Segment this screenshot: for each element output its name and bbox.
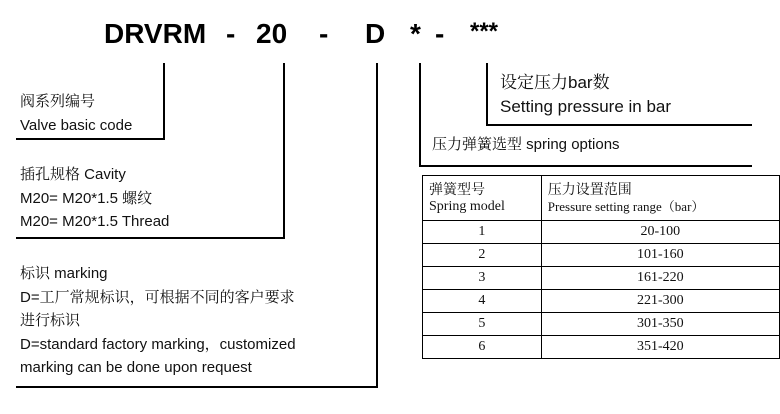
- table-header-row: [423, 176, 780, 221]
- spring-options-title: 压力弹簧选型 spring options: [432, 136, 620, 153]
- marking-line-3: D=standard factory marking，customized: [20, 336, 296, 353]
- pressure-range-cell: 221-300: [541, 290, 779, 313]
- table-row: [423, 221, 780, 244]
- spring-model-cell: 3: [423, 267, 542, 290]
- pressure-cn: 设定压力bar数: [500, 73, 610, 92]
- valve-code-cn: 阀系列编号: [20, 93, 96, 110]
- spring-model-cell: 6: [423, 336, 542, 359]
- marking-line-1: D=工厂常规标识，可根据不同的客户要求: [20, 289, 295, 306]
- pressure-range-cell: 351-420: [541, 336, 779, 359]
- connector-pressure-vertical: [486, 63, 488, 126]
- pressure-range-cell: 20-100: [541, 221, 779, 244]
- header-spring-model: [423, 176, 542, 221]
- table-row: [423, 313, 780, 336]
- cavity-line-1: M20= M20*1.5 螺纹: [20, 190, 153, 207]
- marking-line-2: 进行标识: [20, 312, 81, 329]
- table-row: [423, 290, 780, 313]
- table-row: [423, 336, 780, 359]
- code-size: 20: [256, 18, 288, 49]
- pressure-range-cell: 301-350: [541, 313, 779, 336]
- spring-model-cell: 1: [423, 221, 542, 244]
- code-series: DRVRM: [104, 18, 207, 49]
- code-dash-1: -: [226, 18, 236, 49]
- connector-marking-horizontal: [16, 386, 378, 388]
- connector-pressure-horizontal: [486, 124, 752, 126]
- valve-code-en: Valve basic code: [20, 117, 133, 134]
- marking-line-4: marking can be done upon request: [20, 359, 252, 376]
- header-pressure-range-cn: 压力设置范围: [547, 181, 632, 197]
- pressure-range-cell: 161-220: [541, 267, 779, 290]
- marking-title: 标识 marking: [20, 265, 108, 282]
- code-dash-3: -: [435, 18, 445, 49]
- table-row: [423, 244, 780, 267]
- pressure-range-cell: 101-160: [541, 244, 779, 267]
- header-spring-model-en: Spring model: [429, 199, 505, 214]
- code-dash-2: -: [319, 18, 329, 49]
- code-spring: *: [410, 18, 421, 49]
- connector-spring-vertical: [419, 63, 421, 167]
- header-spring-model-cn: 弹簧型号: [429, 181, 485, 197]
- spring-model-cell: 4: [423, 290, 542, 313]
- connector-series-vertical: [163, 63, 165, 139]
- cavity-title: 插孔规格 Cavity: [20, 166, 126, 183]
- header-pressure-range-en: Pressure setting range（bar）: [547, 199, 705, 214]
- connector-series-horizontal: [16, 138, 165, 140]
- header-pressure-range: [541, 176, 779, 221]
- spring-model-cell: 2: [423, 244, 542, 267]
- spring-table: [422, 175, 780, 359]
- connector-marking-vertical: [376, 63, 378, 387]
- connector-size-horizontal: [16, 237, 285, 239]
- table-row: [423, 267, 780, 290]
- spring-model-cell: 5: [423, 313, 542, 336]
- code-marking: D: [365, 18, 386, 49]
- code-pressure: ***: [470, 18, 499, 45]
- cavity-line-2: M20= M20*1.5 Thread: [20, 213, 170, 230]
- pressure-en: Setting pressure in bar: [500, 97, 672, 116]
- connector-spring-horizontal: [419, 165, 752, 167]
- connector-size-vertical: [283, 63, 285, 238]
